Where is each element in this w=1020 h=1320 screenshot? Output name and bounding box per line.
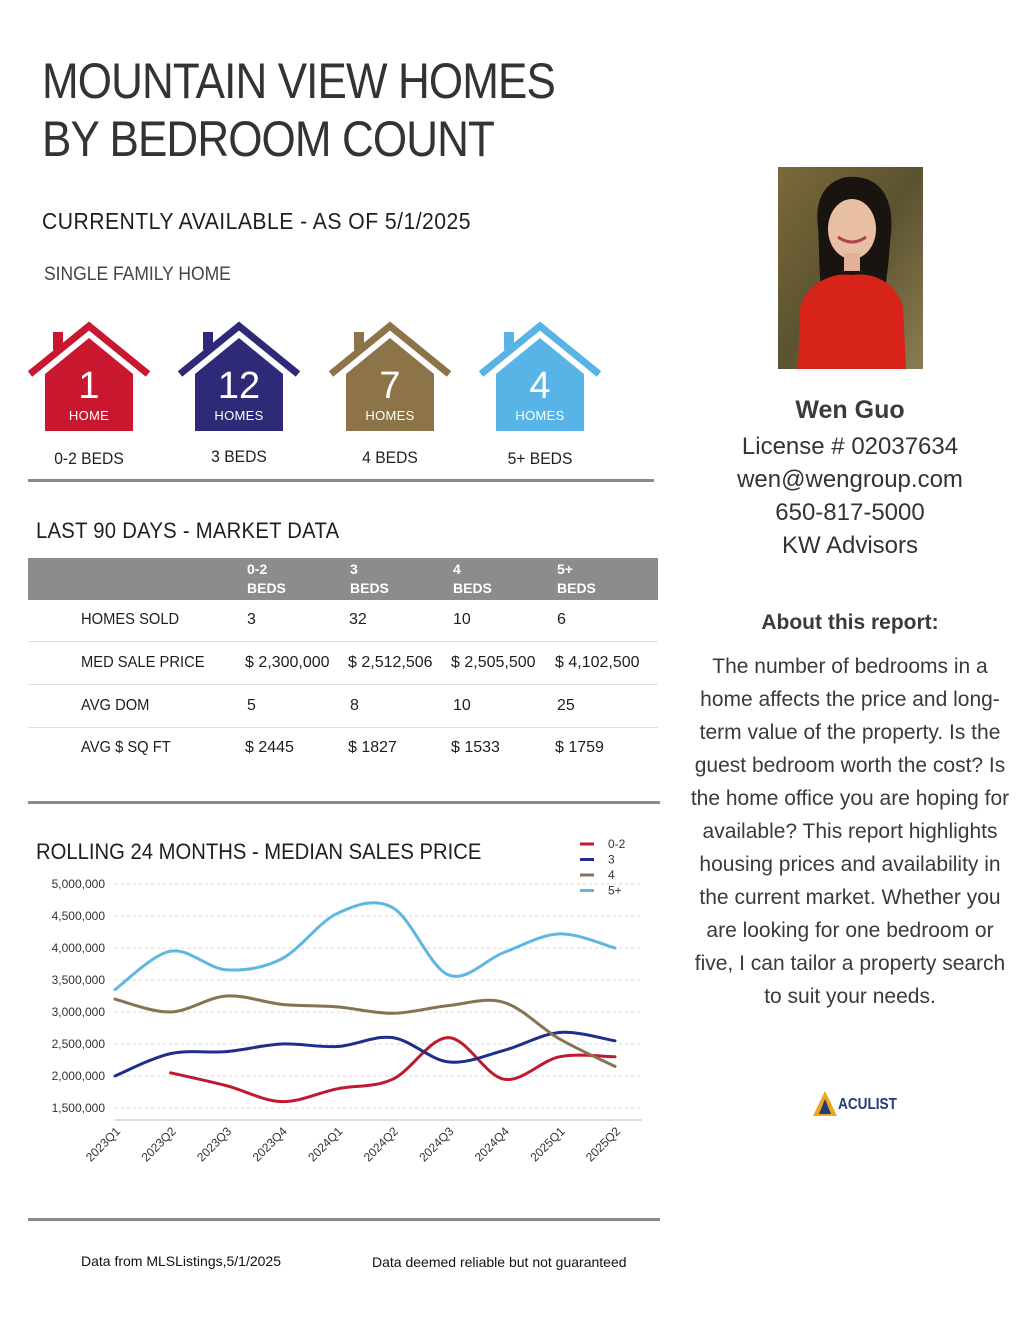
series-line-4: [115, 996, 615, 1067]
x-tick-label: 2024Q1: [305, 1124, 346, 1165]
col-header: 3 BEDS: [350, 561, 389, 596]
x-tick-label: 2024Q2: [360, 1124, 401, 1165]
divider: [28, 1218, 660, 1221]
beds-label: 4 BEDS: [362, 448, 418, 467]
data-source-note: Data from MLSListings,5/1/2025: [81, 1253, 281, 1269]
house-count: 1: [78, 365, 100, 407]
aculist-logo-text: ACULIST: [838, 1096, 897, 1113]
y-tick-label: 2,500,000: [51, 1037, 105, 1051]
x-tick-label: 2025Q2: [583, 1124, 624, 1165]
table-cell: 5: [247, 697, 256, 714]
y-tick-label: 3,500,000: [51, 973, 105, 987]
subtitle: CURRENTLY AVAILABLE - AS OF 5/1/2025: [42, 208, 471, 234]
title-line-2: BY BEDROOM COUNT: [42, 111, 495, 167]
table-row: [28, 600, 658, 642]
page-title: [42, 52, 555, 168]
x-tick-label: 2023Q4: [249, 1124, 290, 1165]
col-header: 0-2 BEDS: [247, 561, 286, 596]
beds-label: 0-2 BEDS: [54, 449, 124, 468]
legend-label: 4: [608, 868, 615, 882]
table-cell: $ 2,300,000: [245, 654, 330, 671]
agent-name: Wen Guo: [795, 396, 905, 424]
house-count: 12: [217, 365, 261, 407]
agent-phone: 650-817-5000: [775, 499, 925, 526]
x-tick-label: 2024Q4: [471, 1124, 513, 1165]
house-unit: HOME: [68, 408, 110, 423]
agent-email: wen@wengroup.com: [737, 466, 963, 493]
table-cell: 3: [247, 611, 256, 628]
house-icon-5-plus-beds: [478, 318, 602, 434]
about-title: About this report:: [761, 611, 939, 634]
house-unit: HOMES: [515, 408, 565, 423]
divider: [28, 801, 660, 804]
x-tick-label: 2023Q3: [194, 1124, 235, 1165]
agent-company: KW Advisors: [781, 532, 919, 559]
chart-title: ROLLING 24 MONTHS - MEDIAN SALES PRICE: [36, 839, 482, 864]
table-cell: 25: [557, 697, 575, 714]
title-line-1: MOUNTAIN VIEW HOMES: [42, 53, 555, 109]
table-cell: 10: [453, 697, 471, 714]
table-cell: $ 1759: [555, 739, 604, 756]
y-tick-label: 1,500,000: [51, 1101, 105, 1115]
table-cell: $ 2,505,500: [451, 654, 536, 671]
property-type: SINGLE FAMILY HOME: [44, 264, 231, 285]
y-tick-label: 5,000,000: [51, 877, 105, 891]
table-cell: $ 1533: [451, 739, 500, 756]
table-cell: 8: [350, 697, 359, 714]
disclaimer-note: Data deemed reliable but not guaranteed: [372, 1254, 627, 1270]
beds-label: 3 BEDS: [211, 447, 267, 466]
divider: [28, 479, 654, 482]
market-section-title: LAST 90 DAYS - MARKET DATA: [36, 518, 340, 543]
table-row: [28, 643, 658, 685]
y-tick-label: 3,000,000: [51, 1005, 105, 1019]
y-tick-label: 2,000,000: [51, 1069, 105, 1083]
table-cell: $ 4,102,500: [555, 654, 640, 671]
table-cell: $ 2445: [245, 739, 294, 756]
table-cell: 32: [349, 611, 367, 628]
house-icon-4-beds: [328, 318, 452, 434]
beds-label: 5+ BEDS: [507, 449, 573, 468]
row-label: AVG $ SQ FT: [81, 739, 171, 756]
house-icon-0-2-beds: [27, 318, 151, 434]
table-row: [28, 686, 658, 728]
table-row: [28, 728, 658, 770]
x-tick-label: 2024Q3: [416, 1124, 457, 1165]
col-header: 4 BEDS: [453, 561, 492, 596]
row-label: HOMES SOLD: [81, 611, 180, 628]
row-label: MED SALE PRICE: [81, 654, 205, 671]
aculist-logo-icon: [812, 1090, 838, 1118]
x-tick-label: 2023Q1: [83, 1124, 124, 1165]
about-text: The number of bedrooms in a home affects the price and long-term value of the property. Is the guest bedroom worth the cost? Is the home office you are hoping for available? This report highlights housing prices and availability in the current market. Whether you are looking for one bedroom or five, I can tailor a property search to suit your needs.: [690, 655, 1010, 1008]
y-tick-label: 4,500,000: [51, 909, 105, 923]
house-count: 7: [379, 365, 401, 407]
table-cell: 6: [557, 611, 566, 628]
table-cell: $ 1827: [348, 739, 397, 756]
agent-photo: [778, 167, 923, 369]
series-line-0-2: [171, 1038, 615, 1102]
table-header: [28, 558, 658, 600]
table-cell: 10: [453, 611, 471, 628]
series-line-3: [115, 1032, 615, 1076]
x-tick-label: 2025Q1: [527, 1124, 568, 1165]
agent-license: License # 02037634: [741, 433, 959, 460]
legend-label: 0-2: [608, 837, 626, 851]
table-cell: $ 2,512,506: [348, 654, 433, 671]
aculist-logo: [812, 1090, 912, 1118]
house-count: 4: [529, 365, 551, 407]
house-unit: HOMES: [214, 408, 264, 423]
col-header: 5+ BEDS: [557, 561, 596, 596]
house-icon-3-beds: [177, 318, 301, 434]
legend-label: 5+: [608, 883, 622, 898]
x-tick-label: 2023Q2: [138, 1124, 179, 1165]
median-price-line-chart: [30, 830, 660, 1180]
row-label: AVG DOM: [81, 697, 150, 714]
y-tick-label: 4,000,000: [51, 941, 105, 955]
house-unit: HOMES: [365, 408, 415, 423]
legend-label: 3: [608, 852, 615, 867]
